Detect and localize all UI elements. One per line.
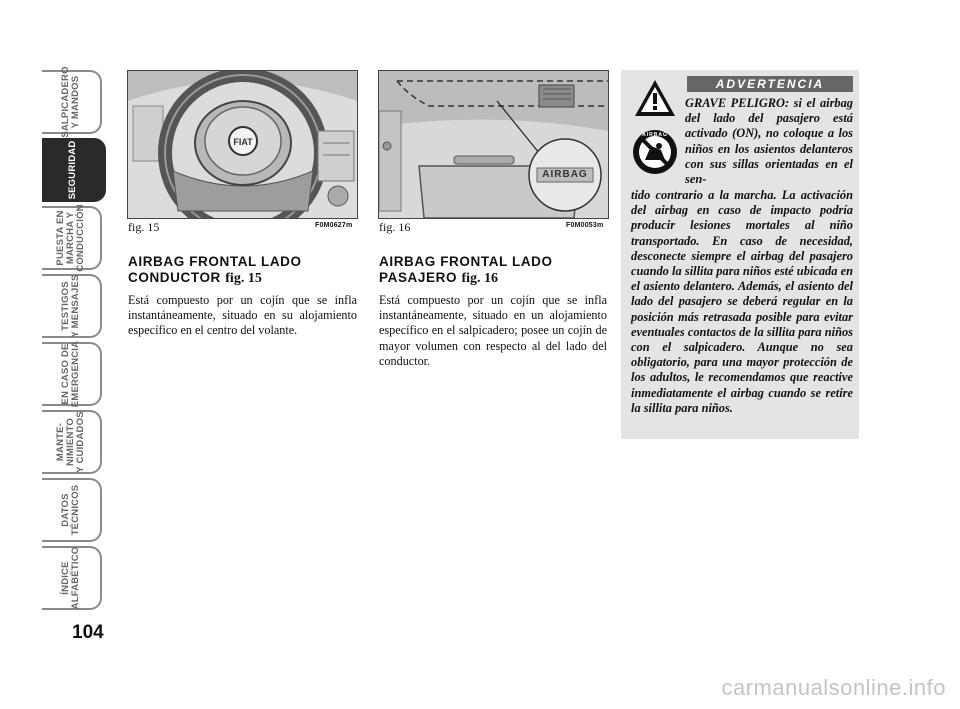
- figure-code: F0M0627m: [315, 222, 353, 229]
- tab-label: SEGURIDAD: [67, 140, 78, 200]
- airbag-label: AIRBAG: [542, 169, 588, 180]
- no-child-seat-airbag-icon: [631, 128, 679, 176]
- title-text: AIRBAG FRONTAL LADO CONDUCTOR: [128, 254, 302, 285]
- section-body-driver: Está compuesto por un cojín que se infla instantáneamente, situado en su alojamiento específico en el centro del volante.: [128, 293, 357, 338]
- dashboard-illustration: [379, 71, 608, 218]
- section-title-driver: [128, 254, 358, 287]
- section-title-passenger: [379, 254, 609, 287]
- warning-text-bottom: tido contrario a la marcha. La activación del airbag en caso de impacto podría producir lesiones mortales al niño transportado. En caso de necesidad, desconecte siempre el airbag del pasajero cuando la sillita para niños esté ubicada en el asiento delantero. Además, el asiento del lado del pasajero se deberá regular en la posición más retrasada posible para evitar eventuales contactos de la sillita para niños con el salpicadero. Aunque no sea obligatorio, para una mayor protección de los adultos, le recomendamos que reactive inmediatamente el airbag cuando se retire la sillita para niños.: [631, 188, 853, 415]
- tab-puesta-en-marcha[interactable]: [42, 206, 102, 270]
- tab-label: PUESTA EN MARCHA Y CONDUCCIÓN: [55, 204, 86, 272]
- figure-passenger-dashboard: [378, 70, 609, 219]
- tab-label: SALPICADERO Y MANDOS: [60, 66, 81, 138]
- tab-label: TESTIGOS Y MENSAJES: [60, 274, 81, 338]
- airbag-icon-label: AIRBAG: [642, 132, 668, 138]
- tab-mantenimiento[interactable]: [42, 410, 102, 474]
- tab-label: EN CASO DE EMERGENCIA: [60, 340, 81, 408]
- warning-header: ADVERTENCIA: [687, 76, 853, 92]
- warning-triangle-icon: [633, 78, 677, 118]
- tab-label: MANTE- NIMIENTO Y CUIDADOS: [55, 411, 86, 473]
- svg-text:FIAT: FIAT: [233, 137, 253, 147]
- steering-wheel-illustration: [128, 71, 357, 218]
- figure-code: F0M0053m: [566, 222, 604, 229]
- tab-seguridad[interactable]: [42, 138, 106, 202]
- tab-salpicadero[interactable]: [42, 66, 102, 138]
- figure-caption: fig. 16: [379, 220, 411, 234]
- warning-text-top: GRAVE PELIGRO: si el airbag del lado del pasajero está activado (ON), no coloque a los niños en los asientos delanteros con sus sillas orientadas en el sen-: [685, 96, 853, 187]
- warning-box: [621, 70, 859, 439]
- figure-reference: fig. 15: [225, 271, 262, 286]
- figure-reference: fig. 16: [461, 271, 498, 286]
- tab-datos-tecnicos[interactable]: [42, 478, 102, 542]
- tab-indice[interactable]: [42, 546, 102, 610]
- watermark: carmanualsonline.info: [721, 675, 946, 700]
- figure-caption: fig. 15: [128, 220, 160, 234]
- section-body-passenger: Está compuesto por un cojín que se infla instantáneamente, situado en un alojamiento específico en el salpicadero; posee un cojín de mayor volumen con respecto al del lado del conductor.: [379, 293, 607, 368]
- tab-label: DATOS TÉCNICOS: [60, 484, 81, 536]
- figure-steering-wheel: [127, 70, 358, 219]
- page-number: 104: [72, 622, 104, 643]
- tab-emergencia[interactable]: [42, 342, 102, 406]
- tab-label: ÍNDICE ALFABÉTICO: [60, 546, 81, 610]
- tab-testigos[interactable]: [42, 274, 102, 338]
- title-text: AIRBAG FRONTAL LADO PASAJERO: [379, 254, 553, 285]
